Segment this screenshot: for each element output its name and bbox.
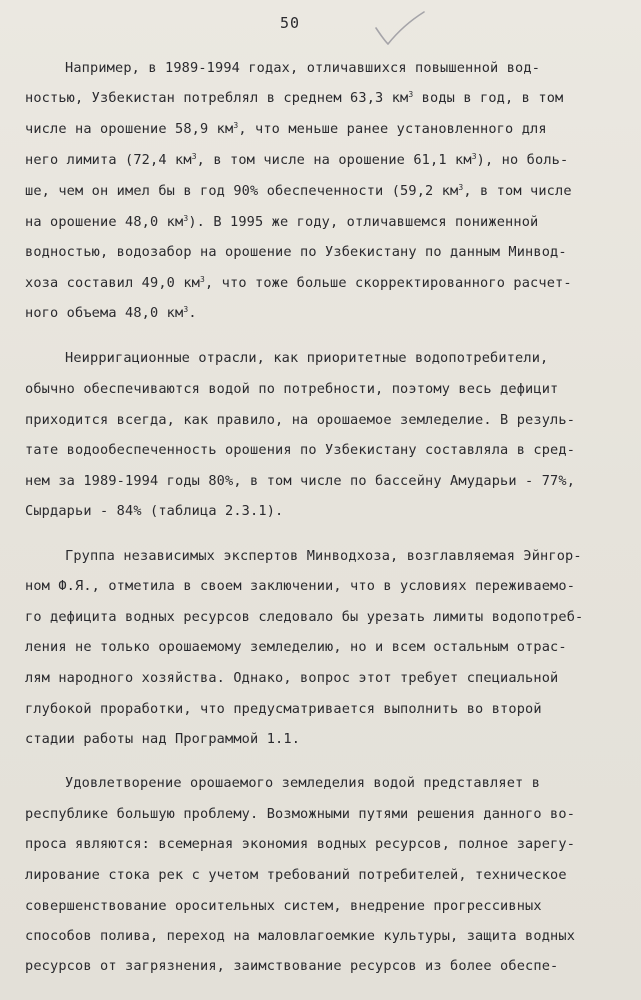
text-line: республике большую проблему. Возможными путями решения данного во- [25,806,576,822]
text-line: проса являются: всемерная экономия водных ресурсов, полное зарегу- [25,836,576,852]
text-line: числе на орошение 58,9 $км^3$, что меньше ранее установленного для [25,121,547,137]
text-line: стадии работы над Программой 1.1. [25,731,301,747]
text-line: приходится всегда, как правило, на орошаемое земледелие. В резуль- [25,412,576,428]
text-line: обычно обеспечиваются водой по потребности, поэтому весь дефицит [25,381,559,397]
text-line: водностью, водозабор на орошение по Узбекистану по данным Минвод- [25,244,567,260]
text-line: нем за 1989-1994 годы 80%, в том числе по бассейну Амударьи - 77%, [25,473,576,489]
text-line: него лимита (72,4 $км^3$, в том числе на орошение 61,1 $км^3$), но боль- [25,152,569,168]
text-line: на орошение 48,0 $км^3$). В 1995 же году, отличавшемся пониженной [25,214,539,230]
text-line: Например, в 1989-1994 годах, отличавшихся повышенной вод- [65,60,541,76]
handwritten-check-mark [372,8,428,52]
text-line: ресурсов от загрязнения, заимствование ресурсов из более обеспе- [25,958,559,974]
text-line: ше, чем он имел бы в год 90% обеспеченности (59,2 $км^3$, в том числе [25,183,572,199]
text-line: способов полива, переход на маловлагоемкие культуры, защита водных [25,928,576,944]
text-line: Неирригационные отрасли, как приоритетные водопотребители, [65,350,549,366]
page-number: 50 [279,14,301,32]
text-line: лирование стока рек с учетом требований потребителей, техническое [25,867,567,883]
text-line: ления не только орошаемому земледелию, но и всем остальным отрас- [25,639,567,655]
text-line: ного объема 48,0 $км^3$. [25,305,197,321]
text-line: ном Ф.Я., отметила в своем заключении, что в условиях переживаемо- [25,578,576,594]
text-line: хоза составил 49,0 $км^3$, что тоже больше скорректированного расчет- [25,275,572,291]
text-line: Сырдарьи - 84% (таблица 2.3.1). [25,503,284,519]
text-line: ностью, Узбекистан потреблял в среднем 63,3 $км^3$ воды в год, в том [25,90,564,106]
text-line: лям народного хозяйства. Однако, вопрос этот требует специальной [25,670,559,686]
text-line: глубокой проработки, что предусматривается выполнить во второй [25,701,542,717]
text-line: Группа независимых экспертов Минводхоза, возглавляемая Эйнгор- [65,548,582,564]
text-line: го дефицита водных ресурсов следовало бы урезать лимиты водопотреб- [25,609,584,625]
text-line: совершенствование оросительных систем, внедрение прогрессивных [25,898,542,914]
text-line: Удовлетворение орошаемого земледелия водой представляет в [65,775,541,791]
text-line: тате водообеспеченность орошения по Узбекистану составляла в сред- [25,442,576,458]
